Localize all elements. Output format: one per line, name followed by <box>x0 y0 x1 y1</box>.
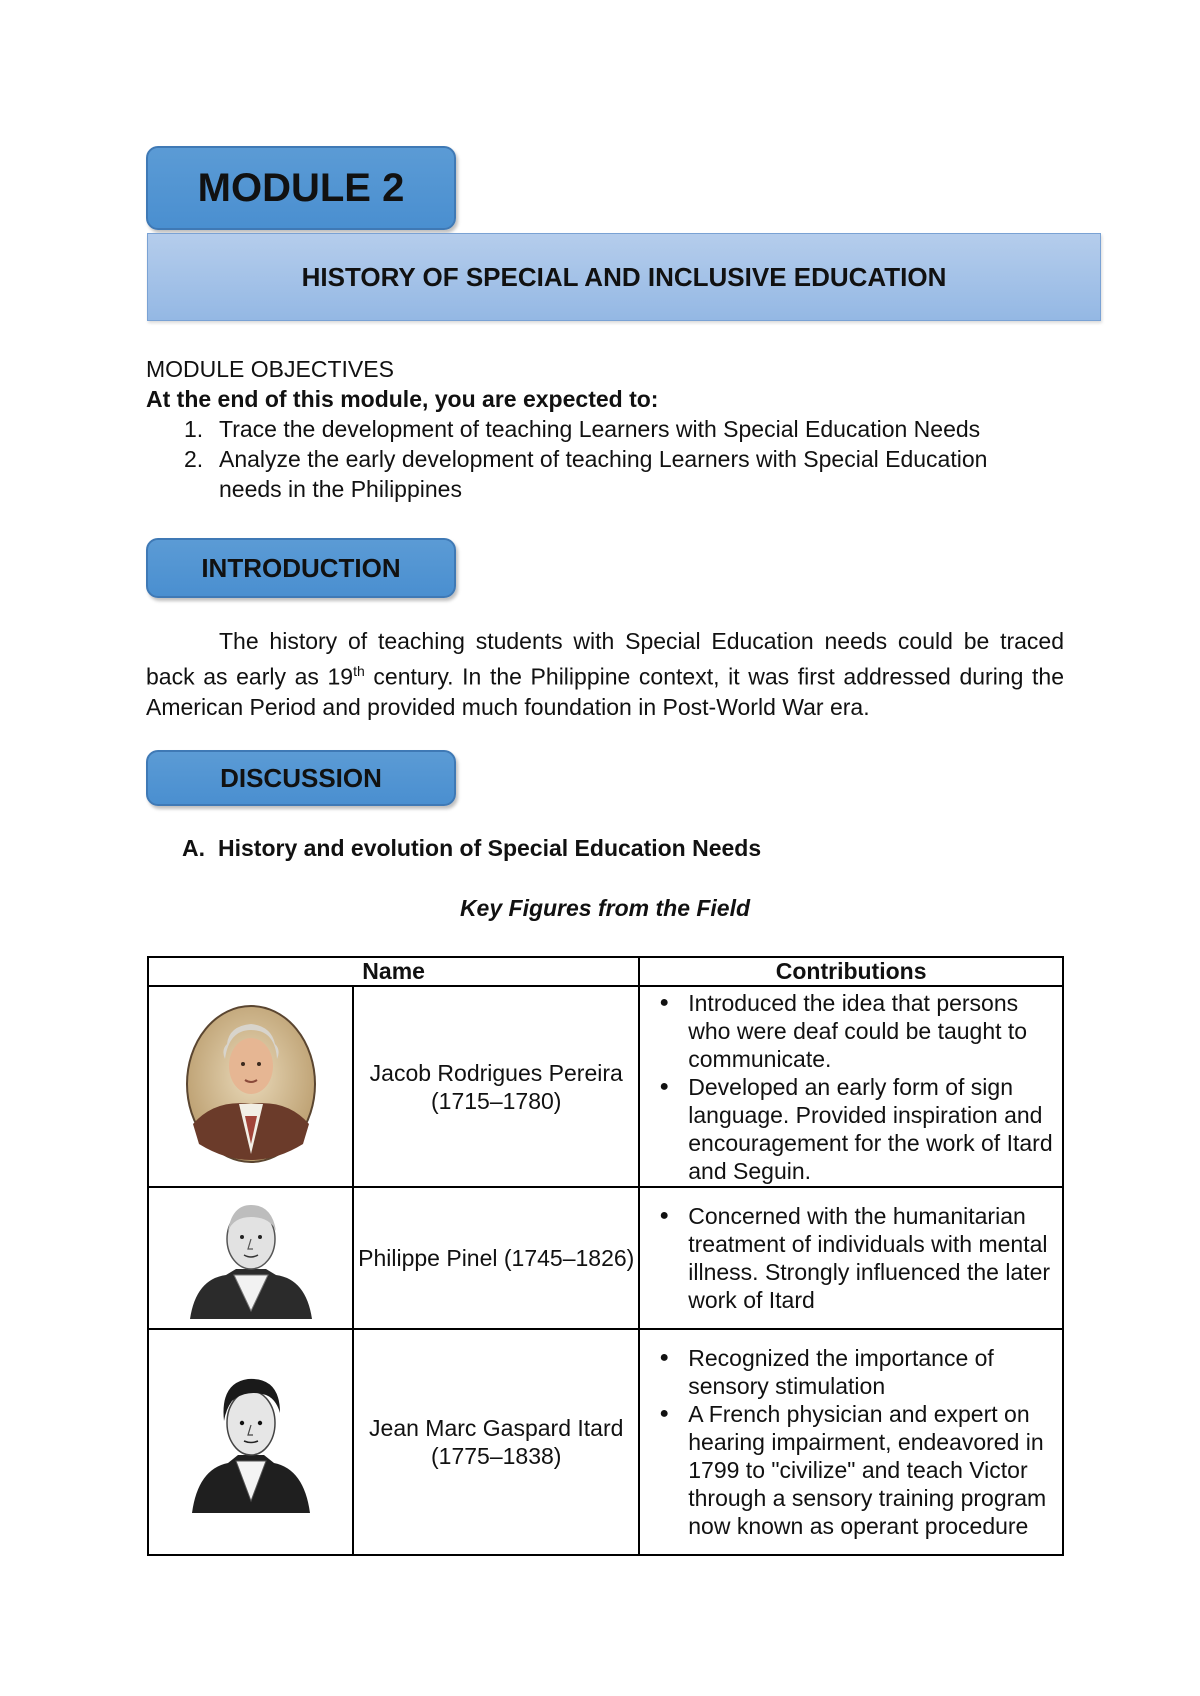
discussion-badge <box>146 750 456 806</box>
module-label: MODULE 2 <box>197 165 405 210</box>
section-title: History and evolution of Special Education Needs <box>218 835 762 861</box>
portrait-cell <box>148 1187 353 1329</box>
intro-text-part2: century. In the Philippine context, it was first addressed during the American Period and provided much foundation in Post-World War era. <box>146 663 1064 720</box>
contribution-text: Concerned with the humanitarian treatment of individuals with mental illness. Strongly influenced the later work of Itard <box>688 1203 1051 1313</box>
objectives-heading: MODULE OBJECTIVES <box>146 356 394 382</box>
contribution-text: Developed an early form of sign language. Provided inspiration and encouragement for the work of Itard and Seguin. <box>688 1073 1053 1184</box>
contribution-text: A French physician and expert on hearing impairment, endeavored in 1799 to "civilize" and teach Victor through a sensory training program now known as operant procedure <box>688 1401 1047 1539</box>
header-name: Name <box>148 957 639 986</box>
objective-number: 1. <box>184 416 204 442</box>
section-letter: A. <box>182 835 205 861</box>
discussion-label: DISCUSSION <box>220 762 382 793</box>
objectives-lead: At the end of this module, you are expected to: <box>146 386 659 412</box>
bullet-icon: ● <box>659 1405 670 1422</box>
name-cell <box>353 986 639 1187</box>
bullet-icon: ● <box>659 1349 670 1366</box>
portrait-cell <box>148 986 353 1187</box>
name-cell <box>353 1187 639 1329</box>
contributions-cell <box>639 1187 1063 1329</box>
introduction-label: INTRODUCTION <box>201 552 401 583</box>
list-item <box>640 1202 1056 1314</box>
table-row <box>148 1187 1063 1329</box>
module-badge <box>146 146 456 230</box>
bullet-icon: ● <box>659 993 670 1011</box>
list-item <box>640 1073 1056 1185</box>
contributions-list <box>640 1202 1062 1314</box>
portrait-pereira <box>185 1004 317 1164</box>
objective-number: 2. <box>184 446 204 472</box>
key-figures-table <box>147 956 1064 1556</box>
page-title: HISTORY OF SPECIAL AND INCLUSIVE EDUCATION <box>301 261 947 292</box>
title-banner <box>147 233 1101 321</box>
objective-item <box>146 414 1066 444</box>
bullet-icon: ● <box>659 1207 670 1224</box>
introduction-badge <box>146 538 456 598</box>
table-caption: Key Figures from the Field <box>459 895 751 921</box>
introduction-paragraph <box>146 626 1064 722</box>
objective-text: Analyze the early development of teaching Learners with Special Education needs in the Philippines <box>219 446 988 502</box>
objective-text: Trace the development of teaching Learners with Special Education Needs <box>219 416 981 442</box>
list-item <box>640 989 1056 1073</box>
contribution-text: Recognized the importance of sensory stimulation <box>688 1345 994 1399</box>
objectives-list <box>146 414 1066 504</box>
figure-name: Philippe Pinel (1745–1826) <box>358 1245 635 1271</box>
contributions-list <box>640 1344 1062 1540</box>
table-header-row <box>148 957 1063 986</box>
contributions-cell <box>639 986 1063 1187</box>
objective-item <box>146 444 1066 504</box>
name-cell <box>353 1329 639 1555</box>
figure-name: Jacob Rodrigues Pereira (1715–1780) <box>369 1059 623 1114</box>
intro-text-part1: The history of teaching students with Special Education needs could be traced back as early as 19 <box>146 628 1064 690</box>
portrait-cell <box>148 1329 353 1555</box>
list-item <box>640 1344 1056 1400</box>
contributions-list <box>640 989 1062 1185</box>
intro-superscript: th <box>353 663 365 679</box>
figure-name: Jean Marc Gaspard Itard (1775–1838) <box>369 1415 624 1469</box>
bullet-icon: ● <box>659 1077 670 1095</box>
table-row <box>148 986 1063 1187</box>
contributions-cell <box>639 1329 1063 1555</box>
portrait-pinel <box>186 1191 316 1319</box>
portrait-itard <box>186 1365 316 1513</box>
table-row <box>148 1329 1063 1555</box>
contribution-text: Introduced the idea that persons who were deaf could be taught to communicate. <box>688 989 1028 1072</box>
header-contributions: Contributions <box>639 957 1063 986</box>
list-item <box>640 1400 1056 1540</box>
section-heading <box>182 833 761 863</box>
